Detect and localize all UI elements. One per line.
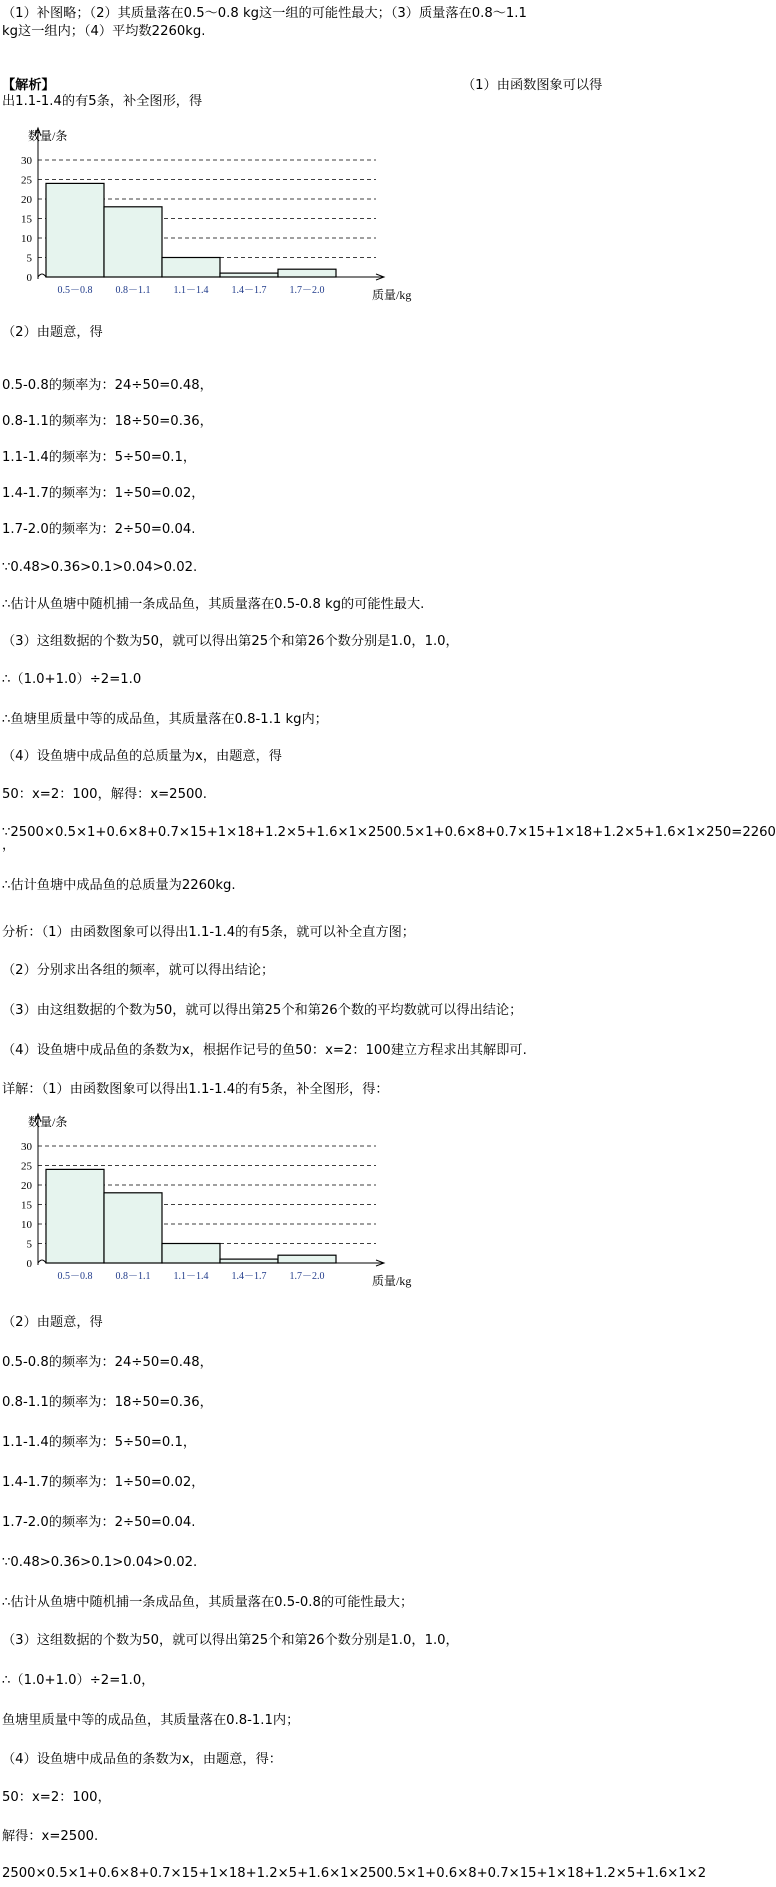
- histogram-bar: [220, 1259, 278, 1263]
- section-a-line-11: ∴鱼塘里质量中等的成品鱼，其质量落在0.8-1.1 kg内；: [2, 712, 328, 727]
- analysis-right-text: （1）由函数图象可以得: [462, 78, 603, 93]
- section-b-line-6: 1.7-2.0的频率为：2÷50=0.04.: [2, 1515, 196, 1530]
- section-b-line-7: ∵0.48>0.36>0.1>0.04>0.02.: [2, 1555, 198, 1570]
- histogram-bar: [278, 269, 336, 277]
- section-a-line-15: ，: [2, 838, 16, 853]
- y-tick-label: 0: [26, 1258, 32, 1270]
- section-b-line-12: （4）设鱼塘中成品鱼的条数为x，由题意，得：: [2, 1752, 282, 1767]
- y-tick-label: 5: [26, 1238, 32, 1251]
- section-a-line-5: 1.4-1.7的频率为：1÷50=0.02，: [2, 486, 205, 501]
- section-b-line-14: 解得：x=2500.: [2, 1829, 99, 1844]
- y-tick-label: 20: [21, 1180, 32, 1192]
- y-tick-label: 20: [21, 194, 32, 206]
- x-tick-label: 0.8－1.1: [115, 1271, 151, 1282]
- answer-line-2: kg这一组内；（4）平均数2260kg.: [2, 24, 206, 39]
- x-tick-label: 1.7－2.0: [289, 1271, 325, 1282]
- y-tick-label: 5: [26, 252, 32, 265]
- analysis-summary-line-1: 分析：（1）由函数图象可以得出1.1-1.4的有5条，就可以补全直方图；: [2, 925, 415, 940]
- histogram-bar: [162, 1244, 220, 1264]
- section-b-line-10: ∴（1.0+1.0）÷2=1.0，: [2, 1673, 155, 1688]
- y-tick-label: 10: [21, 233, 32, 245]
- section-a-line-6: 1.7-2.0的频率为：2÷50=0.04.: [2, 522, 196, 537]
- histogram-bar: [220, 273, 278, 277]
- y-tick-label: 25: [21, 1160, 32, 1173]
- analysis-summary-line-3: （3）由这组数据的个数为50，就可以得出第25个和第26个数的平均数就可以得出结论；: [2, 1003, 523, 1018]
- y-tick-label: 25: [21, 174, 32, 187]
- y-tick-label: 15: [21, 1199, 32, 1212]
- histogram-bar: [278, 1255, 336, 1263]
- section-a-line-13: 50：x=2：100，解得：x=2500.: [2, 787, 207, 802]
- section-a-line-3: 0.8-1.1的频率为：18÷50=0.36，: [2, 414, 213, 429]
- x-tick-label: 1.1－1.4: [173, 1271, 209, 1282]
- section-a-line-1: （2）由题意，得: [2, 325, 103, 340]
- section-b-line-5: 1.4-1.7的频率为：1÷50=0.02，: [2, 1475, 205, 1490]
- section-a-line-12: （4）设鱼塘中成品鱼的总质量为x，由题意，得: [2, 749, 282, 764]
- x-axis-label: 质量/kg: [372, 1274, 412, 1288]
- y-tick-label: 10: [21, 1219, 32, 1231]
- section-a-line-8: ∴估计从鱼塘中随机捕一条成品鱼，其质量落在0.5-0.8 kg的可能性最大.: [2, 597, 425, 612]
- x-tick-label: 1.1－1.4: [173, 285, 209, 296]
- detailed-solution-intro: 详解：（1）由函数图象可以得出1.1-1.4的有5条，补全图形，得：: [2, 1082, 389, 1097]
- analysis-summary-line-2: （2）分别求出各组的频率，就可以得出结论；: [2, 963, 275, 978]
- histogram-bar: [104, 207, 162, 277]
- section-b-line-11: 鱼塘里质量中等的成品鱼，其质量落在0.8-1.1内；: [2, 1713, 300, 1728]
- histogram-bar: [104, 1193, 162, 1263]
- x-tick-label: 0.5－0.8: [57, 1271, 93, 1282]
- y-tick-label: 30: [21, 155, 32, 167]
- histogram-chart-2: [0, 1106, 440, 1296]
- histogram-bar: [46, 1169, 104, 1263]
- x-tick-label: 1.4－1.7: [231, 1271, 267, 1282]
- histogram-bar: [46, 183, 104, 277]
- x-axis-label: 质量/kg: [372, 288, 412, 302]
- section-b-line-15: 2500×0.5×1+0.6×8+0.7×15+1×18+1.2×5+1.6×1×2500.5×1+0.6×8+0.7×15+1×18+1.2×5+1.6×1×2: [2, 1866, 707, 1881]
- analysis-continued: 出1.1-1.4的有5条，补全图形，得: [2, 94, 203, 109]
- section-a-line-7: ∵0.48>0.36>0.1>0.04>0.02.: [2, 560, 198, 575]
- y-tick-label: 0: [26, 272, 32, 284]
- section-a-line-14: ∵2500×0.5×1+0.6×8+0.7×15+1×18+1.2×5+1.6×1×2500.5×1+0.6×8+0.7×15+1×18+1.2×5+1.6×1×250=2260: [2, 825, 776, 840]
- histogram-svg: [0, 1106, 440, 1296]
- answer-line-1: （1）补图略；（2）其质量落在0.5～0.8 kg这一组的可能性最大；（3）质量落在0.8～1.1: [2, 6, 527, 21]
- y-axis-label: 数量/条: [28, 129, 68, 143]
- analysis-summary-line-4: （4）设鱼塘中成品鱼的条数为x，根据作记号的鱼50：x=2：100建立方程求出其解即可.: [2, 1043, 527, 1058]
- y-tick-label: 30: [21, 1141, 32, 1153]
- section-a-line-9: （3）这组数据的个数为50，就可以得出第25个和第26个数分别是1.0，1.0，: [2, 634, 459, 649]
- section-a-line-10: ∴（1.0+1.0）÷2=1.0: [2, 672, 142, 687]
- section-b-line-13: 50：x=2：100，: [2, 1790, 111, 1805]
- section-b-line-4: 1.1-1.4的频率为：5÷50=0.1，: [2, 1435, 197, 1450]
- analysis-header: 【解析】: [2, 78, 55, 93]
- histogram-bar: [162, 258, 220, 278]
- section-a-line-4: 1.1-1.4的频率为：5÷50=0.1，: [2, 450, 197, 465]
- x-tick-label: 0.5－0.8: [57, 285, 93, 296]
- histogram-svg: [0, 120, 440, 310]
- section-a-line-2: 0.5-0.8的频率为：24÷50=0.48，: [2, 378, 213, 393]
- section-a-line-16: ∴估计鱼塘中成品鱼的总质量为2260kg.: [2, 878, 236, 893]
- histogram-chart-1: [0, 120, 440, 310]
- section-b-line-9: （3）这组数据的个数为50，就可以得出第25个和第26个数分别是1.0，1.0，: [2, 1633, 459, 1648]
- section-b-line-8: ∴估计从鱼塘中随机捕一条成品鱼，其质量落在0.5-0.8的可能性最大；: [2, 1595, 414, 1610]
- x-tick-label: 0.8－1.1: [115, 285, 151, 296]
- y-axis-label: 数量/条: [28, 1115, 68, 1129]
- x-tick-label: 1.7－2.0: [289, 285, 325, 296]
- x-tick-label: 1.4－1.7: [231, 285, 267, 296]
- section-b-line-1: （2）由题意，得: [2, 1315, 103, 1330]
- section-b-line-3: 0.8-1.1的频率为：18÷50=0.36，: [2, 1395, 213, 1410]
- y-tick-label: 15: [21, 213, 32, 226]
- section-b-line-2: 0.5-0.8的频率为：24÷50=0.48，: [2, 1355, 213, 1370]
